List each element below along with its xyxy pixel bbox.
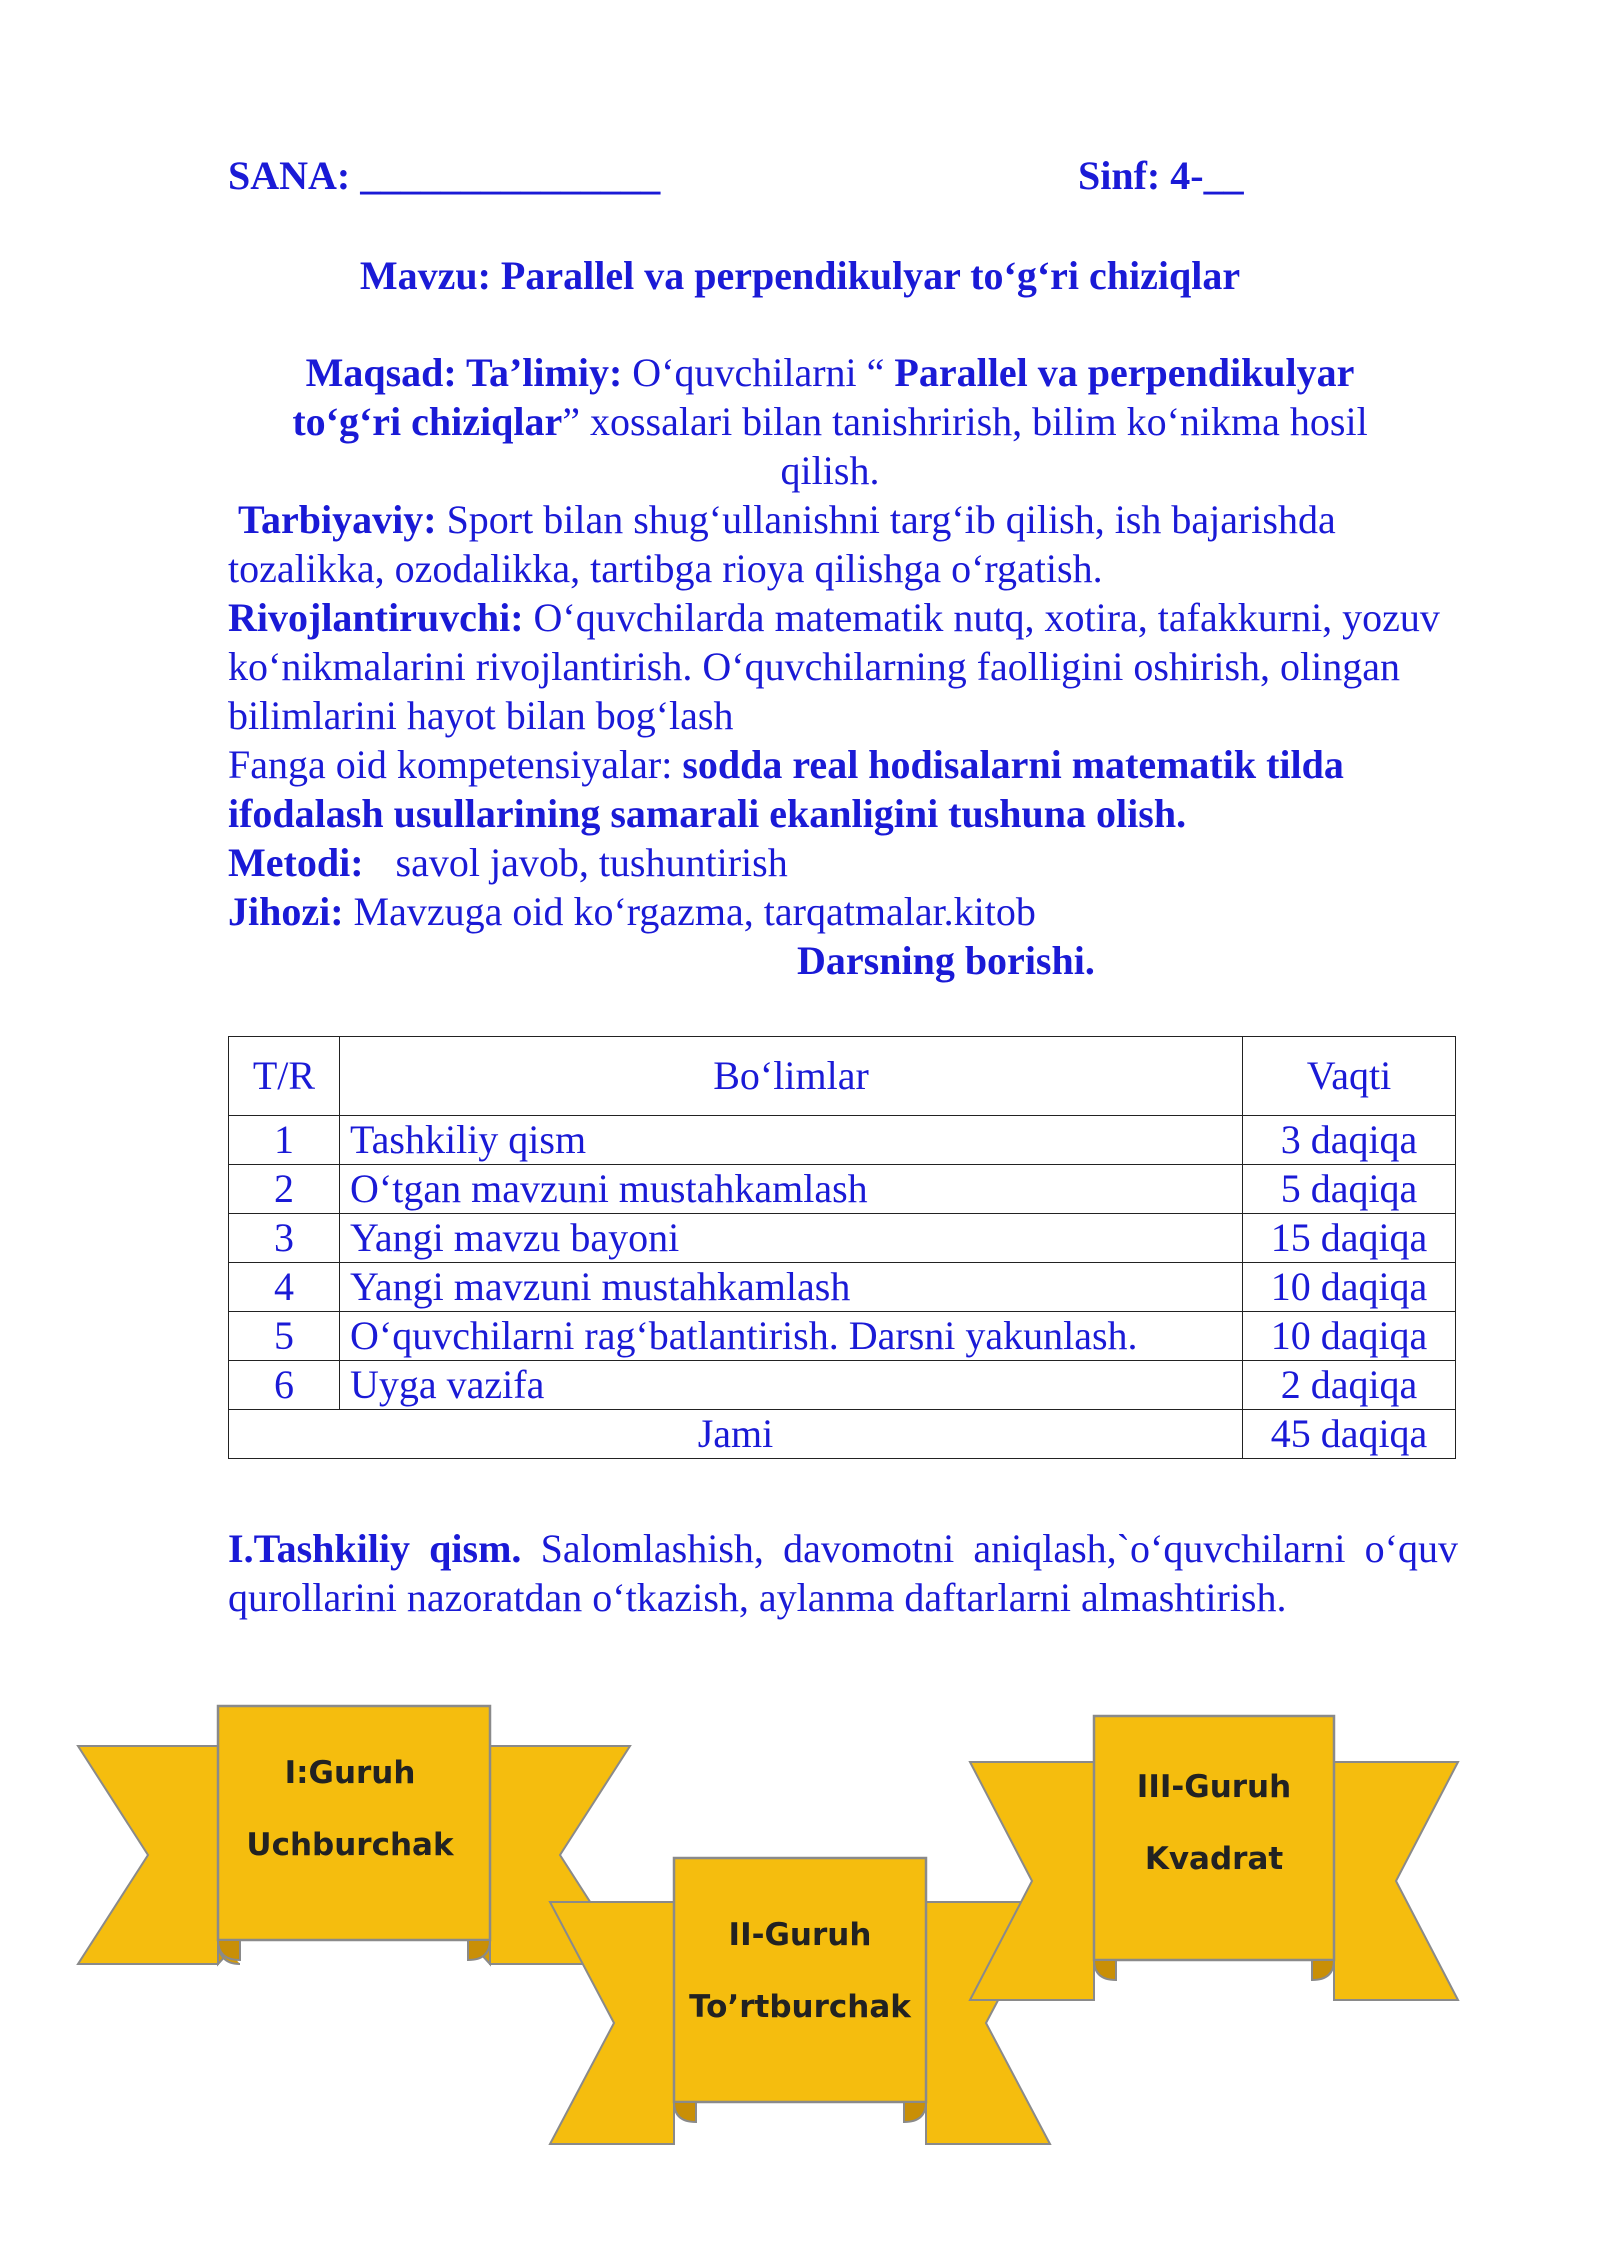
- kompetensiya-text: sodda real hodisalarni matematik tilda ifodalash usullarining samarali ekanligini tushuna olish.: [228, 742, 1344, 836]
- row-section: Yangi mavzu bayoni: [340, 1214, 1243, 1263]
- row-time: 10 daqiqa: [1243, 1263, 1456, 1312]
- tashkiliy-paragraph: [228, 1524, 1458, 1622]
- group-1-shape: Uchburchak: [246, 1827, 454, 1863]
- row-number: 1: [229, 1116, 340, 1165]
- table-row: [229, 1263, 1456, 1312]
- group-2-shape: To’rtburchak: [689, 1989, 911, 2025]
- row-time: 10 daqiqa: [1243, 1312, 1456, 1361]
- table-total-row: [229, 1410, 1456, 1459]
- header-bolimlar: Bo‘limlar: [340, 1037, 1243, 1116]
- row-number: 2: [229, 1165, 340, 1214]
- group-1-name: I:Guruh: [284, 1755, 416, 1791]
- jihozi-label: Jihozi:: [228, 889, 344, 934]
- kompetensiya-paragraph: [228, 740, 1458, 838]
- jihozi-line: [228, 887, 1458, 936]
- group-3-name: III-Guruh: [1136, 1769, 1292, 1805]
- tashkiliy-text: Salomlashish, davomotni aniqlash,`o‘quvchilarni o‘quv qurollarini nazoratdan o‘tkazish, aylanma daftarlarni almashtirish.: [228, 1526, 1458, 1620]
- maqsad-label: Maqsad: Ta’limiy:: [305, 350, 623, 395]
- total-label: Jami: [229, 1410, 1243, 1459]
- group-3-ribbon: [970, 1712, 1458, 2004]
- group-3-shape: Kvadrat: [1144, 1841, 1284, 1877]
- lesson-topic: Mavzu: Parallel va perpendikulyar to‘g‘ri chiziqlar: [359, 253, 1241, 298]
- darsning-borishi-heading: Darsning borishi.: [797, 938, 1095, 983]
- lesson-plan-table: [228, 1036, 1456, 1459]
- row-section: O‘tgan mavzuni mustahkamlash: [340, 1165, 1243, 1214]
- header-tr: T/R: [229, 1037, 340, 1116]
- group-2-name: II-Guruh: [728, 1917, 872, 1953]
- row-number: 3: [229, 1214, 340, 1263]
- row-section: Tashkiliy qism: [340, 1116, 1243, 1165]
- maqsad-paragraph: [260, 348, 1400, 495]
- row-section: O‘quvchilarni rag‘batlantirish. Darsni yakunlash.: [340, 1312, 1243, 1361]
- class-field: Sinf: 4-__: [1078, 153, 1244, 198]
- metodi-line: [228, 838, 1458, 887]
- group-1-ribbon: [78, 1702, 630, 1992]
- row-time: 2 daqiqa: [1243, 1361, 1456, 1410]
- row-section: Yangi mavzuni mustahkamlash: [340, 1263, 1243, 1312]
- total-value: 45 daqiqa: [1243, 1410, 1456, 1459]
- table-header-row: [229, 1037, 1456, 1116]
- date-field: SANA: _______________: [228, 153, 661, 198]
- metodi-text: savol javob, tushuntirish: [395, 840, 788, 885]
- tarbiyaviy-paragraph: [228, 495, 1458, 593]
- tarbiyaviy-label: Tarbiyaviy:: [238, 497, 437, 542]
- table-row: [229, 1312, 1456, 1361]
- header-vaqti: Vaqti: [1243, 1037, 1456, 1116]
- table-row: [229, 1165, 1456, 1214]
- rivojlantiruvchi-label: Rivojlantiruvchi:: [228, 595, 524, 640]
- maqsad-text-1: O‘quvchilarni “: [622, 350, 895, 395]
- row-number: 4: [229, 1263, 340, 1312]
- jihozi-text: Mavzuga oid ko‘rgazma, tarqatmalar.kitob: [343, 889, 1036, 934]
- tarbiyaviy-text: Sport bilan shug‘ullanishni targ‘ib qilish, ish bajarishda tozalikka, ozodalikka, tartibga rioya qilishga o‘rgatish.: [228, 497, 1336, 591]
- row-number: 5: [229, 1312, 340, 1361]
- maqsad-topic: Parallel va perpendikulyar to‘g‘ri chiziqlar: [292, 350, 1355, 444]
- tashkiliy-label: I.Tashkiliy qism.: [228, 1526, 522, 1571]
- rivojlantiruvchi-paragraph: [228, 593, 1458, 740]
- table-row: [229, 1361, 1456, 1410]
- row-time: 15 daqiqa: [1243, 1214, 1456, 1263]
- maqsad-text-2: ” xossalari bilan tanishrirish, bilim ko‘nikma hosil qilish.: [562, 399, 1368, 493]
- rivojlantiruvchi-text: O‘quvchilarda matematik nutq, xotira, tafakkurni, yozuv ko‘nikmalarini rivojlantirish. O‘quvchilarning faolligini oshirish, olingan bilimlarini hayot bilan bog‘lash: [228, 595, 1440, 738]
- kompetensiya-label: Fanga oid kompetensiyalar:: [228, 742, 683, 787]
- row-time: 3 daqiqa: [1243, 1116, 1456, 1165]
- row-section: Uyga vazifa: [340, 1361, 1243, 1410]
- metodi-label: Metodi:: [228, 840, 364, 885]
- row-time: 5 daqiqa: [1243, 1165, 1456, 1214]
- table-row: [229, 1116, 1456, 1165]
- table-row: [229, 1214, 1456, 1263]
- row-number: 6: [229, 1361, 340, 1410]
